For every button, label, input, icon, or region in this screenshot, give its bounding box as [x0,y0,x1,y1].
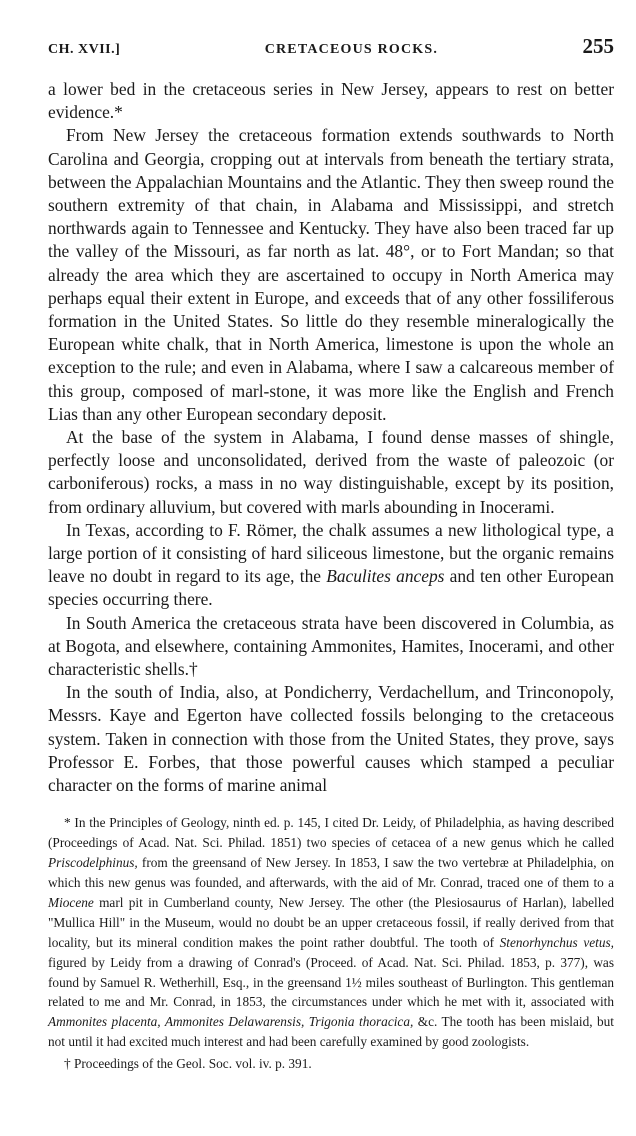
text-run: * In the Principles of Geology, ninth ed. p. 145, I cited Dr. Leidy, of Philadelphia, as having described (Proceedings of Acad. Nat. Sci. Philad. 1851) two species of cetacea of a new genus which he called [48,815,614,851]
text-run: &c. The tooth has been mislaid, but not until it had excited much interest and had been carefully examined by good zoologists. [48,1014,614,1050]
text-run: figured by Leidy from a drawing of Conrad's (Proceed. of Acad. Nat. Sci. Philad. 1853, p. 377), was found by Samuel R. Wetherhill, Esq., in the greensand 1½ miles southeast of Burlington. This gentleman related to me and Mr. Conrad, in 1853, the circumstances under which he met with it, associated with [48,954,614,1010]
body-text [48,78,614,797]
text-run: from the greensand of New Jersey. In 1853, I saw the two vertebræ at Philadelphia, on which this new genus was founded, and afterwards, with the aid of Mr. Conrad, traced one of them to a [48,855,614,891]
text-run: and ten other European species occurring there. [48,566,614,610]
paragraph-continued: a lower bed in the cretaceous series in New Jersey, appears to rest on better evidence.* [48,79,614,123]
taxon-list: Ammonites placenta, Ammonites Delawarensis, Trigonia thoracica, [48,1014,414,1030]
period-name: Miocene [48,894,94,910]
paragraph-south-america: In South America the cretaceous strata have been discovered in Columbia, as at Bogota, and elsewhere, containing Ammonites, Hamites, Inocerami, and other characteristic shells.† [48,612,614,680]
text-run: In Texas, according to F. Römer, the chalk assumes a new lithological type, a large portion of it consisting of hard siliceous limestone, but the organic remains leave no doubt in regard to its age, the [48,519,614,587]
paragraph-texas [48,519,614,612]
chapter-label: CH. XVII.] [48,42,121,57]
taxon-name: Priscodelphinus, [48,855,138,871]
footnote-star [48,813,614,1052]
paragraph-new-jersey: From New Jersey the cretaceous formation extends southwards to North Carolina and Georgia, cropping out at intervals from beneath the tertiary strata, between the Appalachian Mountains and the Atlantic. They then sweep round the southern extremity of that chain, in Alabama and Mississippi, and stretch northwards again to Tennessee and Kentucky. They have also been traced far up the valley of the Missouri, as far north as lat. 48°, or to Fort Mandan; so that already the area which they are ascertained to occupy in North America may perhaps equal their extent in Europe, and exceeds that of any other fossiliferous formation in the United States. So little do they resemble mineralogically the European white chalk, that in North America, limestone is upon the whole an exception to the rule; and even in Alabama, where I saw a calcareous member of this group, composed of marl-stone, it was more like the English and French Lias than any other European secondary deposit. [48,125,614,424]
page-number: 255 [582,34,614,58]
text-run: marl pit in Cumberland county, New Jersey. The other (the Plesiosaurus of Harlan), labelled "Mullica Hill" in the Museum, would no doubt be an upper cretaceous fossil, if really derived from that locality, but its mineral condition makes the point rather doubtful. The tooth of [48,894,614,950]
running-title: CRETACEOUS ROCKS. [264,42,439,57]
paragraph-india: In the south of India, also, at Pondicherry, Verdachellum, and Trinconopoly, Messrs. Kaye and Egerton have collected fossils belonging to the cretaceous system. Taken in connection with those from the United States, they prove, says Professor E. Forbes, that those powerful causes which stamped a peculiar character on the forms of marine animal [48,682,614,796]
taxon-name: Stenorhynchus vetus, [499,934,614,950]
species-name: Baculites anceps [326,566,445,587]
footnotes [48,813,614,1074]
footnote-dagger: † Proceedings of the Geol. Soc. vol. iv. p. 391. [64,1056,312,1072]
paragraph-alabama: At the base of the system in Alabama, I found dense masses of shingle, perfectly loose and unconsolidated, derived from the waste of paleozoic (or carboniferous) rocks, a mass in no way distinguishable, except by its position, from ordinary alluvium, but covered with marls abounding in Inocerami. [48,427,614,517]
running-header [48,34,614,64]
